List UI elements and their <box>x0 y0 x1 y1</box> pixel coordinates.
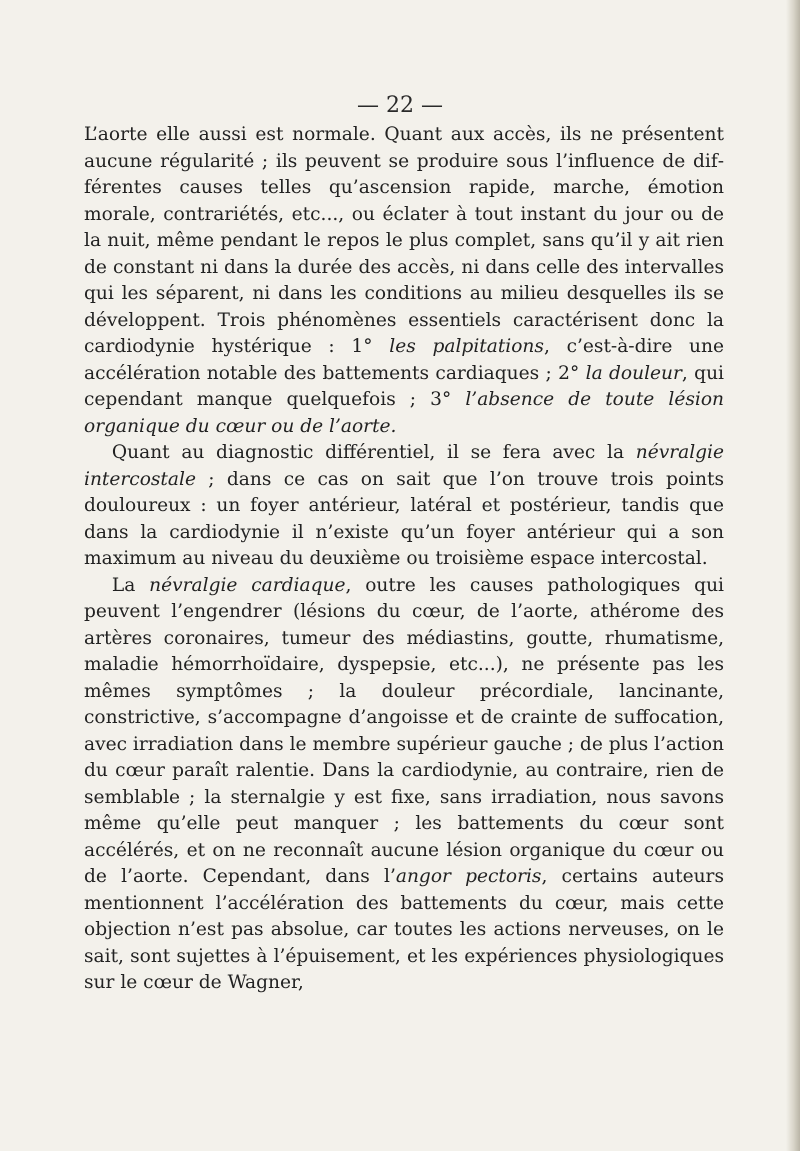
body-text <box>84 122 724 997</box>
text-segment: , outre les causes pathologiques qui peuvent l’engendrer (lésions du cœur, de l’aorte, athérome des artères coronaires, tumeur des médiastins, goutte, rhumatisme, maladie hémorrhoïdaire, dyspepsie, etc...), ne présente pas les mêmes symptômes ; la douleur précordiale, lancinante, constrictive, s’accompagne d’angoisse et de crainte de suffocation, avec irradiation dans le membre supérieur gauche ; de plus l’action du cœur paraît ralentie. Dans la cardiodynie, au contraire, rien de semblable ; la sternalgie y est fixe, sans irradiation, nous savons même qu’elle peut manquer ; les battements du cœur sont accélérés, et on ne reconnaît aucune lésion organique du cœur ou de l’aorte. Cependant, dans l’ <box>84 574 725 887</box>
italic-term-palpitations: les palpitations <box>389 336 544 357</box>
page-edge-shadow <box>786 0 800 1151</box>
text-segment: La <box>111 574 150 596</box>
text-segment: , c’est-à-dire une accélération notable des battements cardiaques ; 2° <box>84 336 724 384</box>
paragraph-diagnostic <box>84 440 724 573</box>
italic-term-absence-lesion: l’absence de toute lésion organique du cœur ou de l’aorte. <box>84 389 724 437</box>
text-segment: , certains auteurs mentionnent l’accélération des battements du cœur, mais cette objection n’est pas absolue, car toutes les actions nerveuses, on le sait, sont sujettes à l’épuisement, et les expériences physiologiques sur le cœur de Wagner, <box>84 866 724 993</box>
italic-term-nevralgie-intercostale: névralgie intercostale <box>84 442 724 490</box>
text-segment: , qui cependant manque quelquefois ; 3° <box>84 362 724 410</box>
italic-term-nevralgie-cardiaque: névralgie cardiaque <box>149 574 346 596</box>
page-number: — 22 — <box>357 93 443 118</box>
italic-term-douleur: la douleur <box>585 362 682 384</box>
italic-term-angor-pectoris: angor pectoris <box>395 866 542 887</box>
paragraph-nevralgie-cardiaque <box>84 573 724 997</box>
paragraph-aorte <box>84 122 724 440</box>
text-segment: Quant au diagnostic différentiel, il se fera avec la <box>111 442 636 463</box>
text-segment: ; dans ce cas on sait que l’on trouve trois points douloureux : un foyer antérieur, latéral et postérieur, tandis que dans la cardiodynie il n’existe qu’un foyer antérieur qui a son maximum au niveau du deuxième ou troisième espace intercostal. <box>84 468 724 569</box>
text-segment: L’aorte elle aussi est normale. Quant aux accès, ils ne présentent aucune régularité ; ils peuvent se produire sous l’influence de différentes causes telles qu’ascension rapide, marche, émotion morale, contrariétés, etc..., ou éclater à tout instant du jour ou de la nuit, même pendant le repos le plus complet, sans qu’il y ait rien de constant ni dans la durée des accès, ni dans celle des intervalles qui les séparent, ni dans les conditions au milieu desquelles ils se développent. Trois phénomènes essentiels caractérisent donc la cardiodynie hystérique : 1° <box>84 124 724 357</box>
